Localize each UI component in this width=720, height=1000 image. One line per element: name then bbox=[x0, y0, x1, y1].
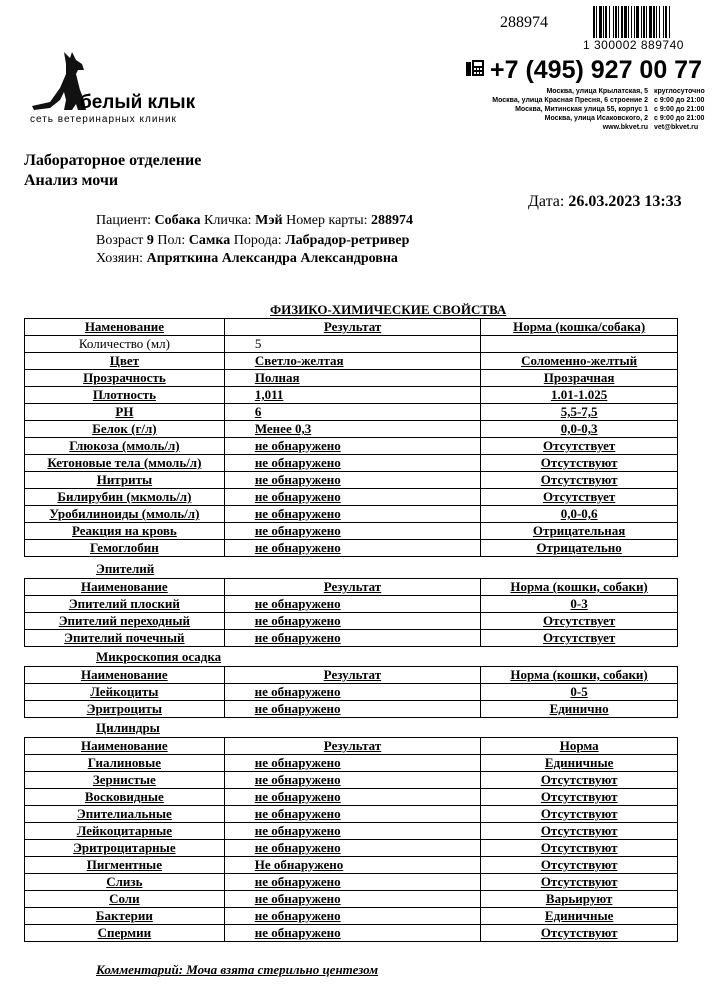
website-email-row: www.bkvet.ru vet@bkvet.ru bbox=[602, 124, 699, 131]
column-header: Наименование bbox=[25, 579, 225, 596]
parameter-name: Эпителий почечный bbox=[25, 630, 225, 647]
result-value: Менее 0,3 bbox=[224, 421, 480, 438]
result-value: не обнаружено bbox=[224, 908, 481, 925]
barcode-bar bbox=[628, 6, 629, 38]
clinic-addresses bbox=[462, 87, 712, 132]
table-row bbox=[25, 908, 678, 925]
norm-value: 0-5 bbox=[481, 684, 678, 701]
age-sex-breed-line: Возраст 9 Пол: Самка Порода: Лабрадор-ретривер bbox=[96, 233, 410, 248]
result-value: не обнаружено bbox=[224, 630, 480, 647]
table-row bbox=[25, 438, 678, 455]
barcode-bar bbox=[636, 6, 639, 38]
brand-name: белый клык bbox=[80, 92, 196, 113]
result-value: 5 bbox=[224, 336, 480, 353]
column-header: Наименование bbox=[25, 667, 225, 684]
norm-value: 0,0-0,6 bbox=[481, 506, 678, 523]
table-row bbox=[25, 336, 678, 353]
result-value: 6 bbox=[224, 404, 480, 421]
barcode-bar bbox=[618, 6, 619, 38]
table-row bbox=[25, 370, 678, 387]
comment: Комментарий: Моча взята стерильно центезом bbox=[96, 962, 379, 977]
norm-value: Отсутствуют bbox=[481, 772, 678, 789]
barcode-digits: 1 300002 889740 bbox=[583, 38, 684, 52]
column-header: Наименование bbox=[25, 738, 225, 755]
parameter-name: Эритроциты bbox=[25, 701, 225, 718]
norm-value: Отсутствуют bbox=[481, 806, 678, 823]
result-value: не обнаружено bbox=[224, 823, 481, 840]
norm-value: Отрицательная bbox=[481, 523, 678, 540]
norm-value: Единичные bbox=[481, 908, 678, 925]
barcode-bar bbox=[609, 6, 610, 38]
barcode-bar bbox=[624, 6, 627, 38]
physchem-table bbox=[24, 318, 678, 557]
parameter-name: Эритроцитарные bbox=[25, 840, 225, 857]
table-row bbox=[25, 613, 678, 630]
column-header: Норма bbox=[481, 738, 678, 755]
table-row bbox=[25, 455, 678, 472]
barcode-bar bbox=[665, 6, 667, 38]
table-row bbox=[25, 891, 678, 908]
physchem-title: ФИЗИКО-ХИМИЧЕСКИЕ СВОЙСТВА bbox=[270, 302, 507, 317]
table-row bbox=[25, 404, 678, 421]
result-value: не обнаружено bbox=[224, 613, 480, 630]
norm-value: Отсутствуют bbox=[481, 874, 678, 891]
sediment-table bbox=[24, 666, 678, 718]
barcode-bar bbox=[669, 6, 670, 38]
result-value: не обнаружено bbox=[224, 891, 481, 908]
parameter-name: Уробилиноиды (ммоль/л) bbox=[25, 506, 225, 523]
column-header: Результат bbox=[224, 738, 481, 755]
norm-value: Отсутствуют bbox=[481, 455, 678, 472]
barcode-bar bbox=[621, 6, 623, 38]
table-row bbox=[25, 540, 678, 557]
table-row bbox=[25, 506, 678, 523]
table-row bbox=[25, 772, 678, 789]
parameter-name: Нитриты bbox=[25, 472, 225, 489]
result-value: не обнаружено bbox=[224, 523, 480, 540]
norm-value: Отсутствует bbox=[481, 489, 678, 506]
norm-value: Прозрачная bbox=[481, 370, 678, 387]
norm-value: Отсутствуют bbox=[481, 840, 678, 857]
table-row bbox=[25, 630, 678, 647]
parameter-name: Гемоглобин bbox=[25, 540, 225, 557]
parameter-name: Плотность bbox=[25, 387, 225, 404]
result-value: не обнаружено bbox=[224, 438, 480, 455]
table-row bbox=[25, 684, 678, 701]
barcode-bar bbox=[646, 6, 647, 38]
table-row bbox=[25, 701, 678, 718]
parameter-name: Гиалиновые bbox=[25, 755, 225, 772]
table-row bbox=[25, 857, 678, 874]
table-row bbox=[25, 472, 678, 489]
result-value: не обнаружено bbox=[224, 789, 481, 806]
address-row: Москва, улица Красная Пресня, 6 строение 2 с 9:00 до 21:00 bbox=[492, 97, 705, 104]
norm-value: Отсутствует bbox=[481, 630, 678, 647]
parameter-name: Эпителиальные bbox=[25, 806, 225, 823]
norm-value: Отрицательно bbox=[481, 540, 678, 557]
parameter-name: Восковидные bbox=[25, 789, 225, 806]
parameter-name: Глюкоза (ммоль/л) bbox=[25, 438, 225, 455]
norm-value: Отсутствуют bbox=[481, 789, 678, 806]
result-value: Полная bbox=[224, 370, 480, 387]
column-header: Результат bbox=[224, 579, 480, 596]
barcode-bar bbox=[659, 6, 660, 38]
result-value: не обнаружено bbox=[224, 772, 481, 789]
barcode-bar bbox=[643, 6, 645, 38]
table-row bbox=[25, 387, 678, 404]
barcode-bar bbox=[641, 6, 642, 38]
parameter-name: Эпителий переходный bbox=[25, 613, 225, 630]
table-row bbox=[25, 421, 678, 438]
result-value: не обнаружено bbox=[224, 874, 481, 891]
analysis-title: Анализ мочи bbox=[24, 172, 119, 189]
result-value: не обнаружено bbox=[224, 540, 480, 557]
barcode-bar bbox=[596, 6, 597, 38]
norm-value: Единично bbox=[481, 701, 678, 718]
column-header: Норма (кошка/собака) bbox=[481, 319, 678, 336]
table-row bbox=[25, 840, 678, 857]
phone-number bbox=[466, 56, 702, 85]
result-value: 1,011 bbox=[224, 387, 480, 404]
owner-line: Хозяин: Апряткина Александра Александровна bbox=[96, 251, 398, 266]
parameter-name: Прозрачность bbox=[25, 370, 225, 387]
department-title: Лабораторное отделение bbox=[24, 152, 202, 169]
column-header: Норма (кошки, собаки) bbox=[481, 667, 678, 684]
table-row bbox=[25, 353, 678, 370]
table-header-row bbox=[25, 579, 678, 596]
barcode-bar bbox=[649, 6, 652, 38]
address-row: Москва, улица Крылатская, 5 круглосуточно bbox=[546, 88, 705, 95]
result-value: не обнаружено bbox=[224, 455, 480, 472]
table-header-row bbox=[25, 319, 678, 336]
barcode-bar bbox=[599, 6, 602, 38]
barcode-bar bbox=[613, 6, 614, 38]
barcode-bar bbox=[615, 6, 617, 38]
barcode-bar bbox=[663, 6, 664, 38]
result-value: не обнаружено bbox=[224, 684, 481, 701]
column-header: Наменование bbox=[25, 319, 225, 336]
table-row bbox=[25, 489, 678, 506]
parameter-name: Лейкоцитарные bbox=[25, 823, 225, 840]
barcode-bar bbox=[603, 6, 604, 38]
norm-value bbox=[481, 336, 678, 353]
parameter-name: Спермии bbox=[25, 925, 225, 942]
norm-value: Отсутствуют bbox=[481, 823, 678, 840]
result-value: не обнаружено bbox=[224, 489, 480, 506]
parameter-name: Кетоновые тела (ммоль/л) bbox=[25, 455, 225, 472]
parameter-name: Соли bbox=[25, 891, 225, 908]
document-number: 288974 bbox=[500, 14, 548, 31]
result-value: не обнаружено bbox=[224, 596, 480, 613]
result-value: Не обнаружено bbox=[224, 857, 481, 874]
parameter-name: Лейкоциты bbox=[25, 684, 225, 701]
table-header-row bbox=[25, 738, 678, 755]
norm-value: 0,0-0,3 bbox=[481, 421, 678, 438]
result-value: не обнаружено bbox=[224, 925, 481, 942]
table-header-row bbox=[25, 667, 678, 684]
barcode-bar bbox=[631, 6, 632, 38]
table-row bbox=[25, 806, 678, 823]
parameter-name: Цвет bbox=[25, 353, 225, 370]
address-row: Москва, Митинская улица 55, корпус 1 с 9:00 до 21:00 bbox=[515, 106, 705, 113]
parameter-name: Пигментные bbox=[25, 857, 225, 874]
result-value: не обнаружено bbox=[224, 701, 481, 718]
date-line: Дата: 26.03.2023 13:33 bbox=[528, 193, 682, 210]
casts-table bbox=[24, 737, 678, 942]
barcode-bar bbox=[634, 6, 635, 38]
norm-value: Варьируют bbox=[481, 891, 678, 908]
norm-value: Отсутствует bbox=[481, 613, 678, 630]
parameter-name: Бактерии bbox=[25, 908, 225, 925]
parameter-name: Слизь bbox=[25, 874, 225, 891]
result-value: Светло-желтая bbox=[224, 353, 480, 370]
norm-value: Соломенно-желтый bbox=[481, 353, 678, 370]
result-value: не обнаружено bbox=[224, 806, 481, 823]
column-header: Норма (кошки, собаки) bbox=[481, 579, 678, 596]
norm-value: Единичные bbox=[481, 755, 678, 772]
parameter-name: Билирубин (мкмоль/л) bbox=[25, 489, 225, 506]
norm-value: Отсутствуют bbox=[481, 925, 678, 942]
table-row bbox=[25, 755, 678, 772]
barcode-bar bbox=[605, 6, 607, 38]
norm-value: Отсутствуют bbox=[481, 472, 678, 489]
phone-icon bbox=[466, 60, 484, 76]
result-value: не обнаружено bbox=[224, 506, 480, 523]
phone-text: +7 (495) 927 00 77 bbox=[490, 56, 702, 84]
parameter-name: PH bbox=[25, 404, 225, 421]
norm-value: 1.01-1.025 bbox=[481, 387, 678, 404]
column-header: Результат bbox=[224, 667, 481, 684]
table-row bbox=[25, 596, 678, 613]
parameter-name: Эпителий плоский bbox=[25, 596, 225, 613]
table-row bbox=[25, 789, 678, 806]
column-header: Результат bbox=[224, 319, 480, 336]
parameter-name: Зернистые bbox=[25, 772, 225, 789]
result-value: не обнаружено bbox=[224, 840, 481, 857]
patient-line: Пациент: Собака Кличка: Мэй Номер карты: 288974 bbox=[96, 213, 414, 228]
result-value: не обнаружено bbox=[224, 472, 480, 489]
table-row bbox=[25, 874, 678, 891]
epithelium-table bbox=[24, 578, 678, 647]
barcode-bar bbox=[653, 6, 655, 38]
sediment-title: Микроскопия осадка bbox=[96, 649, 222, 664]
table-row bbox=[25, 925, 678, 942]
barcode-bar bbox=[656, 6, 657, 38]
casts-title: Цилиндры bbox=[96, 720, 160, 735]
parameter-name: Количество (мл) bbox=[25, 336, 225, 353]
norm-value: 0-3 bbox=[481, 596, 678, 613]
parameter-name: Реакция на кровь bbox=[25, 523, 225, 540]
barcode-bar bbox=[593, 6, 595, 38]
table-row bbox=[25, 523, 678, 540]
epithelium-title: Эпителий bbox=[96, 561, 155, 576]
result-value: не обнаружено bbox=[224, 755, 481, 772]
barcode bbox=[593, 6, 707, 38]
brand-tagline: сеть ветеринарных клиник bbox=[30, 114, 177, 125]
norm-value: Отсутствует bbox=[481, 438, 678, 455]
table-row bbox=[25, 823, 678, 840]
address-row: Москва, улица Исаковского, 2 с 9:00 до 21:00 bbox=[544, 115, 705, 122]
norm-value: Отсутствуют bbox=[481, 857, 678, 874]
parameter-name: Белок (г/л) bbox=[25, 421, 225, 438]
norm-value: 5,5-7,5 bbox=[481, 404, 678, 421]
